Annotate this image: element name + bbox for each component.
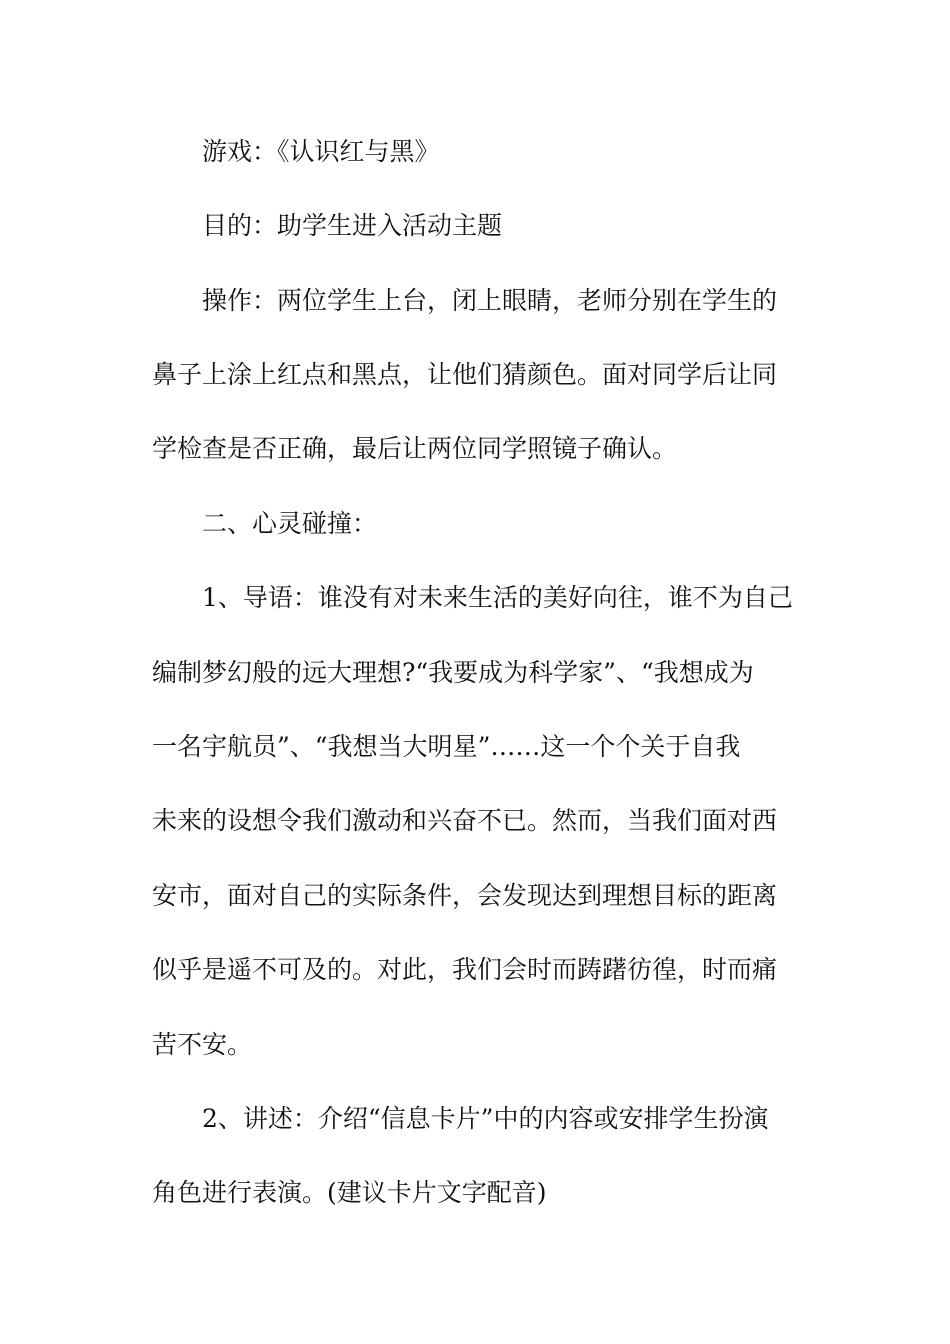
section-heading: 二、心灵碰撞： xyxy=(202,509,378,538)
narration-line-2: 角色进行表演。(建议卡片文字配音) xyxy=(152,1178,547,1207)
intro-line-7: 苦不安。 xyxy=(152,1030,253,1059)
intro-line-4: 未来的设想令我们激动和兴奋不已。然而，当我们面对西 xyxy=(152,806,778,835)
operation-line-3: 学检查是否正确，最后让两位同学照镜子确认。 xyxy=(152,434,678,463)
intro-line-6: 似乎是遥不可及的。对此，我们会时而踌躇彷徨，时而痛 xyxy=(152,955,778,984)
intro-line-3: 一名宇航员”、“我想当大明星”……这一个个关于自我 xyxy=(152,732,741,761)
operation-line-1: 操作：两位学生上台，闭上眼睛，老师分别在学生的 xyxy=(202,286,778,315)
purpose-line: 目的：助学生进入活动主题 xyxy=(202,211,503,240)
game-title-line: 游戏：《认识红与黑》 xyxy=(202,137,440,166)
intro-line-5: 安市，面对自己的实际条件，会发现达到理想目标的距离 xyxy=(152,881,778,910)
narration-line-1: 2、讲述：介绍“信息卡片”中的内容或安排学生扮演 xyxy=(202,1104,769,1133)
intro-line-1: 1、导语：谁没有对未来生活的美好向往，谁不为自己 xyxy=(202,583,793,612)
operation-line-2: 鼻子上涂上红点和黑点，让他们猜颜色。面对同学后让同 xyxy=(152,360,778,389)
intro-line-2: 编制梦幻般的远大理想?“我要成为科学家”、“我想成为 xyxy=(152,658,754,687)
